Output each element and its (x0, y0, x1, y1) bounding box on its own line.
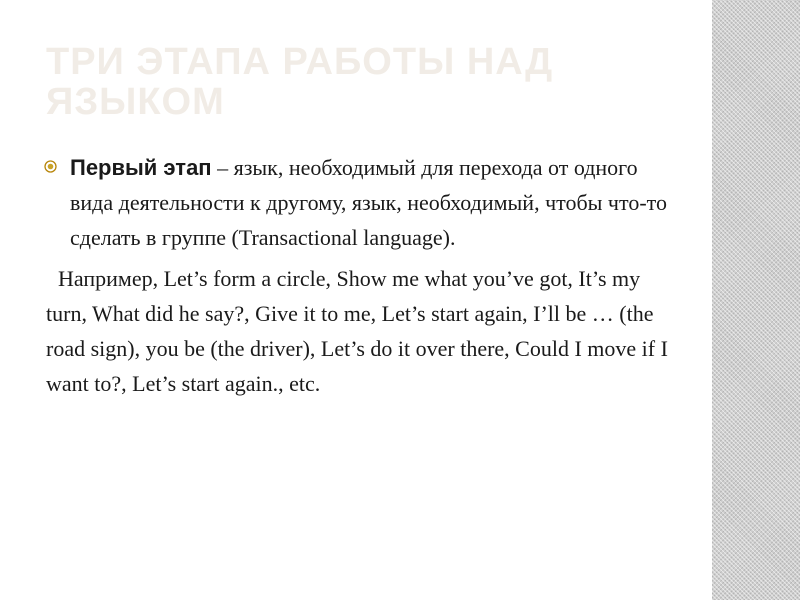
bullet-body: – язык, необходимый для перехода от одного вида деятельности к другому, язык, необходимый, чтобы что-то сделать в группе (Transactional language). (70, 155, 667, 250)
decorative-side-stripe (712, 0, 800, 600)
slide-content (44, 150, 684, 401)
bullet-text (70, 150, 684, 255)
bullet-circle-icon (44, 160, 57, 173)
example-paragraph: Например, Let’s form a circle, Show me what you’ve got, It’s my turn, What did he say?, Give it to me, Let’s start again, I’ll be … (the road sign), you be (the driver), Let’s do it over there, Could I move if I want to?, Let’s start again., etc. (46, 266, 668, 396)
bullet-lead: Первый этап (70, 155, 212, 180)
bullet-item (44, 150, 684, 255)
slide-title: ТРИ ЭТАПА РАБОТЫ НАД ЯЗЫКОМ (46, 41, 554, 123)
